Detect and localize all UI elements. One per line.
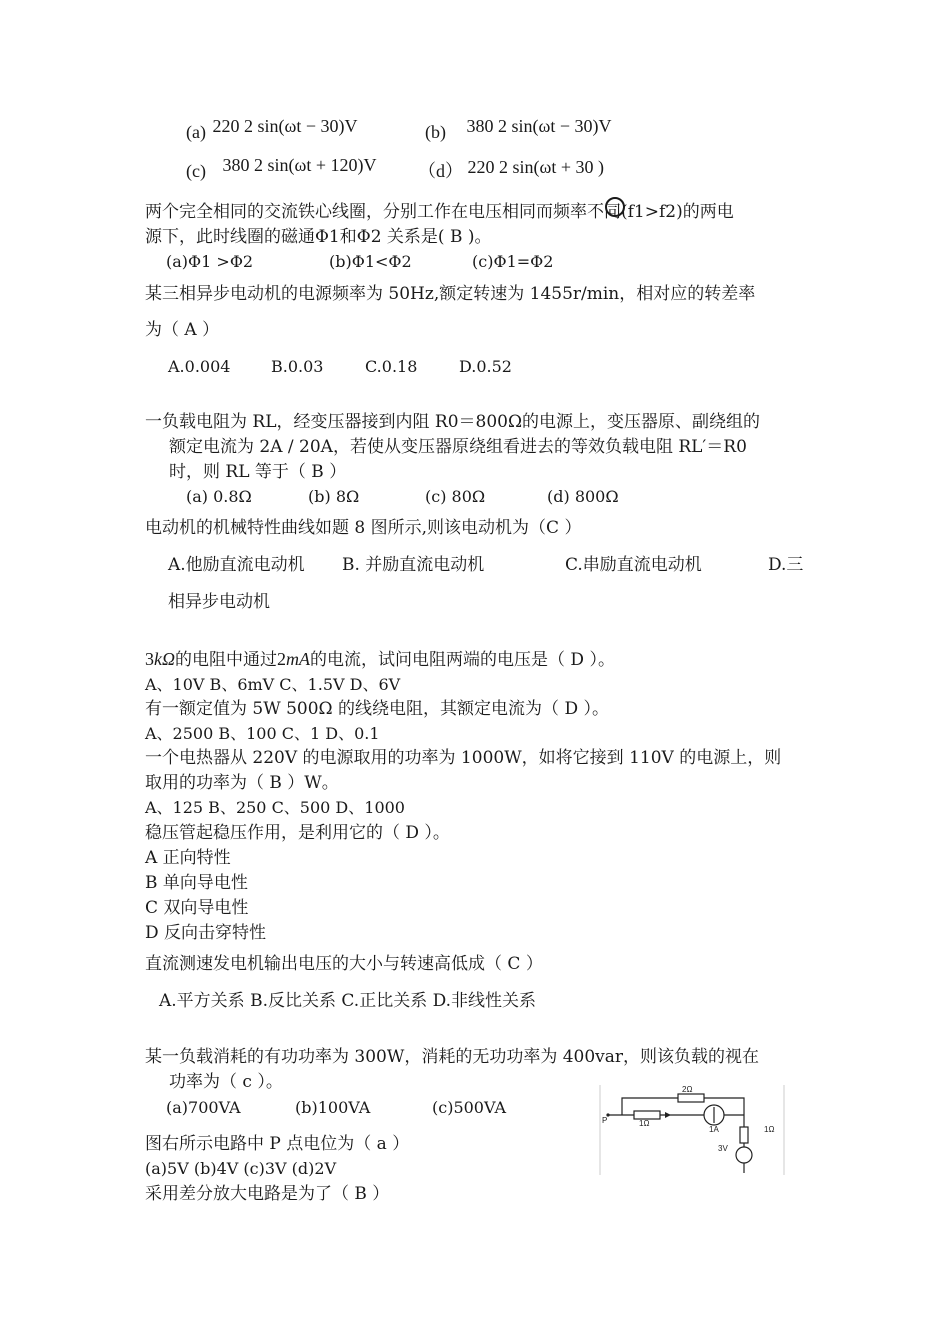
q10-stem-line-2: 功率为（ c ）。 [169, 1072, 283, 1092]
q5-stem-text-2: 的电流，试问电阻两端的电压是（ D ）。 [310, 650, 615, 670]
q5-stem [145, 648, 615, 671]
q4-option-c: C.串励直流电动机 [565, 555, 702, 575]
q3-stem-line-2: 额定电流为 2A / 20A，若使从变压器原绕组看进去的等效负载电阻 RL′＝R0 [169, 437, 747, 457]
q8-option-c: C 双向导电性 [145, 898, 249, 918]
q2-option-a: A.0.004 [168, 357, 231, 376]
q10-option-b: (b)100VA [295, 1098, 371, 1117]
q2-stem-line-2: 为（ A ） [145, 320, 220, 340]
q6-options: A、2500 B、100 C、1 D、0.1 [145, 724, 380, 743]
q3-stem-line-1: 一负载电阻为 RL，经变压器接到内阻 R0＝800Ω的电源上，变压器原、副绕组的 [145, 412, 761, 432]
q0-option-a-expression: 220 2 sin(ωt − 30)V [212, 116, 358, 136]
wire-top-left [622, 1098, 678, 1115]
label-r-top: 2Ω [682, 1085, 693, 1094]
q0-option-d-expression: 220 2 sin(ωt + 30 ) [467, 157, 604, 177]
q8-option-a: A 正向特性 [145, 848, 231, 868]
stamp-circle-mark [604, 196, 626, 218]
q11-stem: 图右所示电路中 P 点电位为（ a ） [145, 1134, 410, 1154]
q6-stem: 有一额定值为 5W 500Ω 的线绕电阻，其额定电流为（ D ）。 [145, 699, 609, 719]
q0-option-b-label: (b) [425, 122, 446, 142]
q10-option-c: (c)500VA [432, 1098, 507, 1117]
q0-option-a-label: (a) [186, 122, 206, 142]
q0-option-d [418, 157, 604, 182]
q0-option-c [186, 155, 377, 182]
q0-option-c-label: (c) [186, 161, 206, 181]
resistor-top [678, 1094, 704, 1102]
q1-option-c: (c)Φ1=Φ2 [472, 252, 554, 271]
q4-option-b: B. 并励直流电动机 [342, 555, 485, 575]
resistor-middle [634, 1111, 660, 1119]
label-current-source: 1A [709, 1125, 719, 1134]
q5-resistance-value: 3 [145, 649, 154, 669]
q2-option-b: B.0.03 [271, 357, 324, 376]
q0-option-b-expression: 380 2 sin(ωt − 30)V [466, 116, 612, 136]
q3-option-a: (a) 0.8Ω [186, 487, 252, 506]
q10-stem-line-1: 某一负载消耗的有功功率为 300W，消耗的无功功率为 400var，则该负载的视在 [145, 1047, 760, 1067]
q12-stem: 采用差分放大电路是为了（ B ） [145, 1184, 390, 1204]
label-r-right: 1Ω [764, 1125, 775, 1134]
q7-options: A、125 B、250 C、500 D、1000 [145, 798, 405, 817]
circuit-diagram [598, 1085, 786, 1175]
q3-option-b: (b) 8Ω [308, 487, 360, 506]
q4-option-a: A.他励直流电动机 [168, 555, 305, 575]
q3-stem-line-3: 时，则 RL 等于（ B ） [169, 462, 347, 482]
q1-stem-line-1: 两个完全相同的交流铁心线圈，分别工作在电压相同而频率不同(f1>f2)的两电 [145, 202, 734, 222]
q3-option-d: (d) 800Ω [547, 487, 619, 506]
label-voltage-source: 3V [718, 1144, 728, 1153]
q2-option-c: C.0.18 [365, 357, 418, 376]
q0-option-c-expression: 380 2 sin(ωt + 120)V [222, 155, 377, 175]
q9-stem: 直流测速发电机输出电压的大小与转速高低成（ C ） [145, 954, 543, 974]
label-r-middle: 1Ω [639, 1119, 650, 1128]
q4-stem: 电动机的机械特性曲线如题 8 图所示,则该电动机为（C ） [145, 518, 582, 538]
q7-stem-line-1: 一个电热器从 220V 的电源取用的功率为 1000W，如将它接到 110V 的电源上，则 [145, 748, 782, 768]
q8-option-b: B 单向导电性 [145, 873, 248, 893]
q5-current-unit: mA [286, 649, 311, 669]
q4-option-d-continued: 相异步电动机 [168, 592, 270, 612]
q8-stem: 稳压管起稳压作用，是利用它的（ D ）。 [145, 823, 450, 843]
q10-option-a: (a)700VA [166, 1098, 241, 1117]
q11-options: (a)5V (b)4V (c)3V (d)2V [145, 1159, 337, 1178]
q1-stem-line-2: 源下，此时线圈的磁通Φ1和Φ2 关系是( B )。 [145, 227, 492, 247]
label-node-p: P [602, 1116, 608, 1125]
q2-option-d: D.0.52 [459, 357, 512, 376]
q5-resistance-unit: kΩ [154, 649, 176, 669]
q2-stem-line-1: 某三相异步电动机的电源频率为 50Hz,额定转速为 1455r/min，相对应的转差率 [145, 284, 756, 304]
q0-option-b [425, 116, 612, 143]
q5-current-value: 2 [277, 649, 287, 669]
q3-option-c: (c) 80Ω [425, 487, 486, 506]
arrow-icon [665, 1112, 671, 1118]
q5-stem-text-1: 的电阻中通过 [175, 650, 278, 670]
q7-stem-line-2: 取用的功率为（ B ）W。 [145, 773, 339, 793]
voltage-source-circle [736, 1147, 752, 1163]
q8-option-d: D 反向击穿特性 [145, 923, 267, 943]
q1-option-a: (a)Φ1 >Φ2 [166, 252, 254, 271]
q4-option-d: D.三 [768, 555, 804, 575]
q0-option-a [186, 116, 358, 143]
q1-option-b: (b)Φ1<Φ2 [329, 252, 412, 271]
q0-option-d-label: （d） [418, 161, 463, 181]
resistor-right [740, 1127, 748, 1143]
q9-options: A.平方关系 B.反比关系 C.正比关系 D.非线性关系 [159, 991, 537, 1011]
q5-options: A、10V B、6mV C、1.5V D、6V [145, 675, 401, 694]
